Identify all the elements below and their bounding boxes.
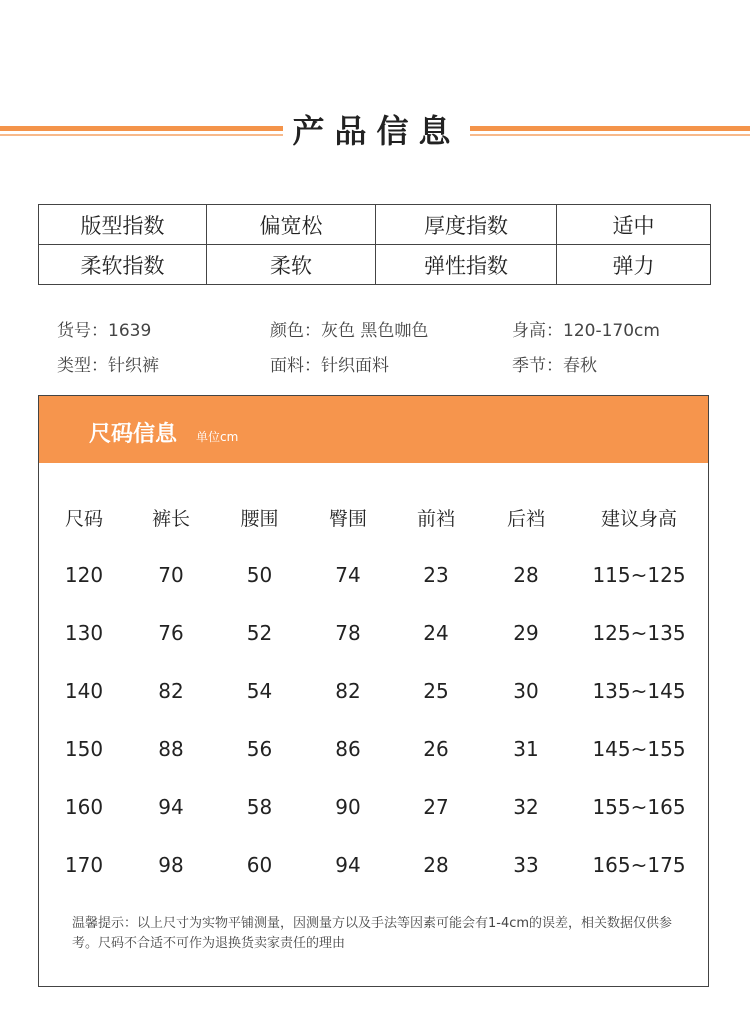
index-label: 厚度指数	[376, 205, 557, 245]
height-info: 身高：120-170cm	[512, 321, 660, 341]
table-cell: 32	[513, 795, 539, 819]
column-header: 臀围	[328, 507, 367, 530]
size-table-header-row	[39, 488, 708, 546]
table-cell: 76	[158, 621, 184, 645]
table-cell: 25	[423, 679, 449, 703]
size-table-row	[39, 778, 708, 836]
title-decor-line-right-thin	[470, 134, 750, 136]
index-value: 柔软	[207, 245, 376, 285]
column-header: 前裆	[416, 507, 455, 530]
column-header: 尺码	[64, 507, 103, 530]
season-info: 季节：春秋	[512, 356, 597, 376]
index-row	[39, 205, 711, 245]
table-cell: 29	[513, 621, 539, 645]
size-table-row	[39, 546, 708, 604]
table-cell: 78	[335, 621, 361, 645]
table-cell: 165~175	[592, 853, 686, 877]
table-cell: 23	[423, 563, 449, 587]
table-cell: 50	[246, 563, 273, 587]
table-cell: 115~125	[592, 563, 686, 587]
table-cell: 135~145	[592, 679, 686, 703]
size-table-row	[39, 662, 708, 720]
column-header: 后裆	[506, 507, 545, 530]
table-cell: 90	[335, 795, 361, 819]
size-table-row	[39, 720, 708, 778]
fabric-info: 面料：针织面料	[270, 356, 389, 376]
table-cell: 125~135	[592, 621, 686, 645]
page-title: 产品信息	[292, 112, 461, 150]
table-cell: 145~155	[592, 737, 686, 761]
table-cell: 70	[158, 563, 184, 587]
table-cell: 74	[335, 563, 361, 587]
table-cell: 54	[246, 679, 273, 703]
table-cell: 170	[64, 853, 104, 877]
table-cell: 86	[335, 737, 361, 761]
table-cell: 88	[158, 737, 184, 761]
table-cell: 82	[158, 679, 184, 703]
index-label: 版型指数	[39, 205, 207, 245]
table-cell: 60	[246, 853, 273, 877]
index-value: 适中	[557, 205, 711, 245]
size-table-row	[39, 604, 708, 662]
table-cell: 24	[423, 621, 449, 645]
table-cell: 56	[246, 737, 273, 761]
size-table	[39, 488, 708, 894]
table-cell: 27	[423, 795, 449, 819]
title-decor-line-left	[0, 126, 283, 131]
column-header: 建议身高	[600, 507, 677, 530]
index-row	[39, 245, 711, 285]
item-number: 货号：1639	[57, 321, 152, 341]
table-cell: 160	[64, 795, 104, 819]
title-decor-line-right	[470, 126, 750, 131]
product-index-grid	[38, 204, 711, 285]
title-decor-line-left-thin	[0, 134, 283, 136]
table-cell: 98	[158, 853, 184, 877]
color-info: 颜色：灰色 黑色咖色	[270, 321, 429, 341]
table-cell: 28	[513, 563, 539, 587]
table-cell: 130	[64, 621, 104, 645]
measurement-note: 温馨提示：以上尺寸为实物平铺测量，因测量方以及手法等因素可能会有1-4cm的误差，相关数据仅供参考。尺码不合适不可作为退换货卖家责任的理由	[72, 916, 673, 951]
table-cell: 31	[513, 737, 539, 761]
size-panel-header	[39, 396, 708, 463]
table-cell: 52	[246, 621, 273, 645]
index-label: 弹性指数	[376, 245, 557, 285]
table-cell: 155~165	[592, 795, 686, 819]
table-cell: 140	[64, 679, 104, 703]
table-cell: 33	[513, 853, 539, 877]
size-table-row	[39, 836, 708, 894]
table-cell: 120	[64, 563, 104, 587]
table-cell: 58	[246, 795, 273, 819]
table-cell: 150	[64, 737, 104, 761]
index-value: 偏宽松	[207, 205, 376, 245]
index-value: 弹力	[557, 245, 711, 285]
table-cell: 26	[423, 737, 449, 761]
type-info: 类型：针织裤	[57, 356, 159, 376]
table-cell: 28	[423, 853, 449, 877]
column-header: 裤长	[151, 507, 190, 530]
table-cell: 30	[513, 679, 539, 703]
size-panel-title: 尺码信息	[89, 422, 178, 447]
table-cell: 94	[158, 795, 184, 819]
table-cell: 82	[335, 679, 361, 703]
size-panel-unit: 单位cm	[196, 430, 239, 444]
table-cell: 94	[335, 853, 361, 877]
index-label: 柔软指数	[39, 245, 207, 285]
column-header: 腰围	[240, 507, 279, 530]
size-info-panel	[38, 395, 709, 987]
section-title-bar	[0, 100, 750, 156]
